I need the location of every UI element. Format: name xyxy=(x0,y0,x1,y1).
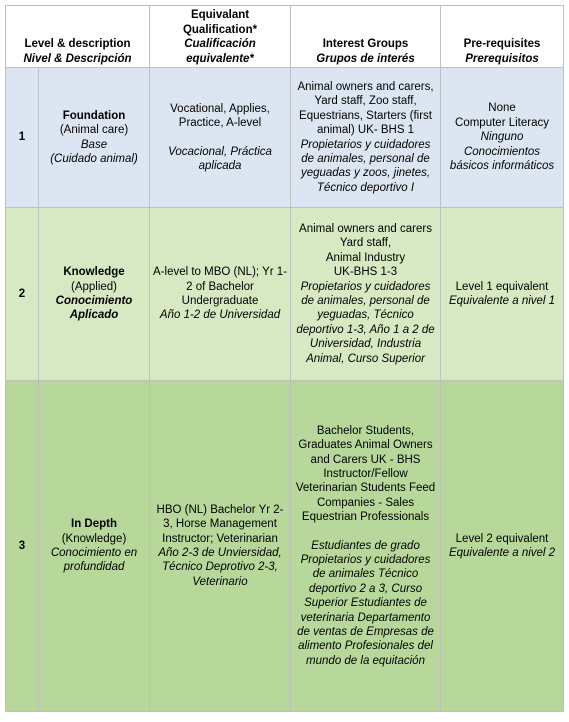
header-level xyxy=(6,6,150,68)
header-level-es: Nivel & Descripción xyxy=(23,52,132,65)
prerequisites-cell xyxy=(441,68,564,208)
interest-groups-en: Bachelor Students, Graduates Animal Owners and Carers UK - BHS Instructor/Fellow Veterinarian Students Feed Companies - Sales Equestrian Professionals xyxy=(295,424,436,524)
qualification-levels-table xyxy=(5,5,564,712)
table-row xyxy=(6,208,564,381)
header-interest-es: Grupos de interés xyxy=(316,52,415,65)
level-type-es: profundidad xyxy=(63,561,125,574)
interest-groups-cell xyxy=(291,208,441,381)
prerequisites-cell xyxy=(441,208,564,381)
interest-groups-es: Propietarios y cuidadores de animales, personal de yeguadas y zoos, jinetes, Técnico deportivo I xyxy=(300,138,431,194)
interest-groups-cell xyxy=(291,68,441,208)
header-qualification xyxy=(150,6,291,68)
qualification-cell xyxy=(150,68,291,208)
level-name: Foundation xyxy=(62,109,126,122)
prerequisites-cell xyxy=(441,381,564,712)
header-prerequisites xyxy=(441,6,564,68)
interest-groups-en-3: Animal Industry xyxy=(325,251,406,264)
qualification-en: Vocational, Applies, Practice, A-level xyxy=(170,102,270,130)
prereq-es: Equivalente a nivel 1 xyxy=(448,295,556,307)
interest-groups-es: Propietarios y cuidadores de animales, personal de yeguadas, Técnico deportivo 1-3, Año 1 a 2 de Universidad, Industria Animal, Curso Superior xyxy=(296,280,435,365)
level-name: In Depth xyxy=(71,518,117,531)
prereq-en: Level 2 equivalent xyxy=(455,532,549,545)
level-name-es: Base xyxy=(80,138,108,151)
interest-groups-es: Estudiantes de grado Propietarios y cuidadores de animales Técnico deportivo 2 a 3, Curso Superior Estudiantes de veterinaria Departamento de ventas de Empresas de alimento Profesionales del mundo de la equitación xyxy=(297,539,434,667)
level-type-es: (Cuidado animal) xyxy=(50,152,138,165)
prereq-en: Level 1 equivalent xyxy=(455,280,549,293)
level-name-es: Conocimiento en xyxy=(50,547,138,559)
prereq-es: Equivalente a nivel 2 xyxy=(448,547,556,559)
level-type: (Applied) xyxy=(70,280,118,293)
interest-groups-en-4: UK-BHS 1-3 xyxy=(333,266,398,279)
qualification-cell xyxy=(150,381,291,712)
header-qualification-en: Equivalant Qualification* xyxy=(182,9,258,36)
level-name: Knowledge xyxy=(63,266,125,279)
interest-groups-en: Animal owners and carers, Yard staff, Zoo staff, Equestrians, Starters (first animal) UK- BHS 1 xyxy=(297,80,434,137)
prereq-en-1: None xyxy=(488,102,516,115)
prereq-en-2: Computer Literacy xyxy=(455,116,549,129)
prereq-es-1: Ninguno xyxy=(480,131,524,144)
qualification-es: Vocacional, Práctica aplicada xyxy=(168,145,272,172)
qualification-en: HBO (NL) Bachelor Yr 2-3, Horse Management Instructor; Veterinarian xyxy=(156,503,284,545)
qualification-es: Año 2-3 de Unviersidad, Técnico Deprotivo 2-3, Veterinario xyxy=(158,547,282,588)
header-qualification-es: Cualificación equivalente* xyxy=(184,38,256,65)
level-description-cell xyxy=(39,381,150,712)
prereq-es-2: Conocimientos básicos informáticos xyxy=(449,145,555,173)
interest-groups-cell xyxy=(291,381,441,712)
table-row xyxy=(6,381,564,712)
row-number: 1 xyxy=(6,68,39,208)
level-description-cell xyxy=(39,68,150,208)
row-number: 2 xyxy=(6,208,39,381)
header-prereq-en: Pre-requisites xyxy=(463,38,541,51)
qualification-en: A-level to MBO (NL); Yr 1-2 of Bachelor Undergraduate xyxy=(153,266,288,307)
interest-groups-en-1: Animal owners and carers xyxy=(299,222,432,235)
header-prereq-es: Prerequisitos xyxy=(465,52,539,65)
header-interest-en: Interest Groups xyxy=(322,38,409,51)
header-interest-groups xyxy=(291,6,441,68)
interest-groups-en-2: Yard staff, xyxy=(339,237,392,250)
qualification-es: Año 1-2 de Universidad xyxy=(159,309,281,322)
table-header-row xyxy=(6,6,564,68)
level-type: (Knowledge) xyxy=(61,532,127,545)
level-description-cell xyxy=(39,208,150,381)
table-row xyxy=(6,68,564,208)
level-type-es: Aplicado xyxy=(69,309,119,322)
qualification-cell xyxy=(150,208,291,381)
header-level-en: Level & description xyxy=(24,38,131,51)
level-name-es: Conocimiento xyxy=(55,295,133,307)
row-number: 3 xyxy=(6,381,39,712)
level-type: (Animal care) xyxy=(59,124,129,137)
